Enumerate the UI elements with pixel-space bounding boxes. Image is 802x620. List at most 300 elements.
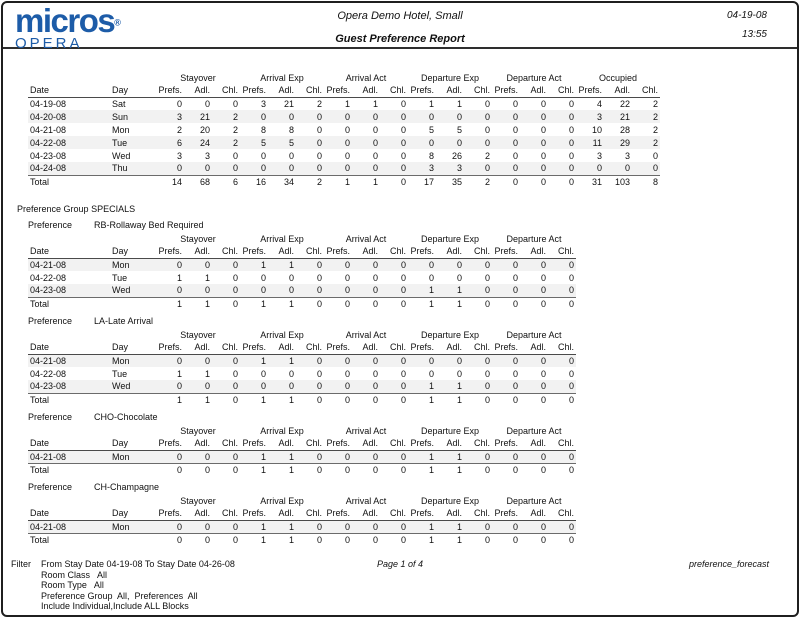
total-value-cell: 0	[352, 393, 380, 406]
sub-column-header: Adl.	[184, 507, 212, 520]
value-cell: 1	[456, 98, 462, 109]
sub-column-header: Prefs.	[492, 84, 520, 97]
column-group-label: Arrival Act	[345, 329, 387, 340]
total-value-cell: 0	[548, 533, 576, 546]
column-group-label: Departure Exp	[420, 329, 480, 340]
value-cell: 0	[212, 520, 240, 533]
column-group-label: Arrival Exp	[260, 329, 304, 340]
day-cell: Mon	[110, 354, 156, 367]
total-value-cell: 0	[296, 533, 324, 546]
total-value-cell: 0	[492, 175, 520, 188]
sub-column-header: Chl.	[464, 341, 492, 354]
total-value-cell: 0	[464, 297, 492, 310]
page-number: Page 1 of 4	[376, 559, 424, 569]
total-value-cell: 0	[324, 393, 352, 406]
group-header-row	[28, 71, 660, 84]
sub-column-header: Chl.	[464, 84, 492, 97]
preference-section	[17, 316, 797, 406]
value-cell: 0	[260, 368, 266, 379]
value-cell: 0	[464, 162, 492, 175]
value-cell: 11	[576, 136, 604, 149]
column-group-label: Departure Exp	[420, 425, 480, 436]
sub-column-header: Adl.	[520, 84, 548, 97]
preference-header	[28, 220, 797, 230]
value-cell: 0	[156, 520, 184, 533]
date-cell: 04-21-08	[30, 124, 67, 135]
value-cell: 1	[176, 272, 182, 283]
preference-name: LA-Late Arrival	[94, 316, 154, 326]
value-cell: 5	[456, 124, 462, 135]
value-cell: 0	[464, 136, 492, 149]
sub-column-header: Chl.	[380, 245, 408, 258]
preference-table	[28, 232, 576, 310]
sub-column-header: Chl.	[380, 507, 408, 520]
preference-table	[28, 424, 576, 476]
value-cell: 0	[344, 272, 350, 283]
total-value-cell: 0	[380, 297, 408, 310]
value-cell: 0	[324, 284, 352, 297]
value-cell: 0	[352, 380, 380, 393]
registered-mark-icon: ®	[114, 17, 121, 28]
total-value-cell: 1	[408, 297, 436, 310]
total-value-cell: 2	[464, 175, 492, 188]
value-cell: 0	[316, 368, 322, 379]
value-cell: 1	[268, 450, 296, 463]
sub-column-header: Prefs.	[324, 341, 352, 354]
value-cell: 2	[652, 98, 658, 109]
total-value-cell: 0	[548, 297, 576, 310]
table-row	[28, 162, 660, 175]
total-label: Total	[28, 533, 110, 546]
sub-column-header: Chl.	[548, 341, 576, 354]
sub-column-header: Chl.	[548, 84, 576, 97]
spacer	[28, 494, 110, 507]
preference-section	[17, 220, 797, 310]
value-cell: 0	[184, 284, 212, 297]
value-cell: 0	[428, 368, 434, 379]
total-value-cell: 1	[436, 533, 464, 546]
date-column-header: Date	[28, 507, 110, 520]
total-value-cell: 0	[548, 393, 576, 406]
filter-label: Filter	[11, 559, 31, 569]
group-header-row	[28, 424, 576, 437]
column-group-label: Arrival Exp	[260, 495, 304, 506]
value-cell: 8	[260, 124, 266, 135]
column-group-label: Departure Act	[506, 233, 562, 244]
total-value-cell: 1	[436, 463, 464, 476]
day-column-header: Day	[110, 507, 156, 520]
date-cell: 04-19-08	[30, 98, 67, 109]
sub-column-header: Chl.	[464, 437, 492, 450]
value-cell: 0	[436, 354, 464, 367]
value-cell: 0	[492, 520, 520, 533]
total-value-cell: 0	[156, 463, 184, 476]
micros-opera-logo	[15, 4, 121, 51]
filter-line: From Stay Date 04-19-08 To Stay Date 04-26-08	[41, 559, 235, 569]
table-row	[28, 149, 660, 162]
total-value-cell: 68	[184, 175, 212, 188]
total-value-cell: 0	[324, 533, 352, 546]
spacer	[110, 71, 156, 84]
value-cell: 3	[596, 150, 602, 161]
value-cell: 0	[436, 110, 464, 123]
report-title: Guest Preference Report	[335, 33, 465, 45]
total-value-cell: 0	[212, 533, 240, 546]
value-cell: 0	[324, 520, 352, 533]
sub-column-header: Chl.	[464, 507, 492, 520]
value-cell: 0	[464, 520, 492, 533]
value-cell: 0	[184, 354, 212, 367]
value-cell: 0	[212, 380, 240, 393]
value-cell: 0	[268, 162, 296, 175]
total-value-cell: 0	[380, 463, 408, 476]
value-cell: 1	[344, 98, 350, 109]
sub-column-header: Prefs.	[240, 341, 268, 354]
total-value-cell: 1	[268, 297, 296, 310]
filter-lines	[41, 559, 235, 612]
value-cell: 0	[156, 162, 184, 175]
value-cell: 0	[652, 150, 658, 161]
report-header	[3, 2, 797, 52]
total-value-cell: 0	[548, 463, 576, 476]
date-column-header: Date	[28, 84, 110, 97]
value-cell: 2	[316, 98, 322, 109]
value-cell: 1	[240, 354, 268, 367]
sub-column-header: Chl.	[212, 507, 240, 520]
value-cell: 0	[400, 272, 406, 283]
spacer	[110, 328, 156, 341]
column-group-label: Departure Act	[506, 72, 562, 83]
value-cell: 0	[436, 136, 464, 149]
total-value-cell: 1	[156, 393, 184, 406]
total-row	[28, 175, 660, 188]
preference-name: CHO-Chocolate	[94, 412, 158, 422]
preference-group-label: Preference Group	[17, 204, 89, 214]
value-cell: 0	[548, 284, 576, 297]
value-cell: 1	[436, 450, 464, 463]
value-cell: 0	[464, 284, 492, 297]
date-cell: 04-21-08	[28, 258, 110, 271]
value-cell: 1	[268, 520, 296, 533]
table-row	[28, 354, 576, 367]
total-value-cell: 0	[156, 533, 184, 546]
sub-column-header: Adl.	[436, 507, 464, 520]
value-cell: 0	[492, 136, 520, 149]
day-cell: Mon	[110, 520, 156, 533]
total-value-cell: 0	[492, 533, 520, 546]
value-cell: 0	[464, 450, 492, 463]
value-cell: 1	[408, 380, 436, 393]
value-cell: 0	[212, 450, 240, 463]
date-cell: 04-23-08	[28, 284, 110, 297]
day-cell: Tue	[112, 368, 128, 379]
total-value-cell: 1	[240, 533, 268, 546]
value-cell: 0	[240, 110, 268, 123]
value-cell: 0	[260, 150, 266, 161]
day-column-header: Day	[110, 437, 156, 450]
column-group-label: Arrival Act	[345, 233, 387, 244]
total-row	[28, 463, 576, 476]
value-cell: 0	[156, 380, 184, 393]
date-cell: 04-20-08	[28, 110, 110, 123]
sub-column-header: Adl.	[352, 245, 380, 258]
value-cell: 0	[380, 110, 408, 123]
sub-column-header: Chl.	[212, 245, 240, 258]
total-value-cell: 6	[212, 175, 240, 188]
value-cell: 0	[568, 272, 574, 283]
value-cell: 0	[296, 258, 324, 271]
value-cell: 0	[548, 450, 576, 463]
spacer	[110, 533, 156, 546]
value-cell: 0	[400, 368, 406, 379]
value-cell: 3	[156, 110, 184, 123]
logo-brand-text	[15, 4, 121, 37]
preference-name: RB-Rollaway Bed Required	[94, 220, 204, 230]
sub-column-header: Chl.	[380, 341, 408, 354]
total-value-cell: 103	[604, 175, 632, 188]
value-cell: 0	[296, 284, 324, 297]
value-cell: 0	[408, 354, 436, 367]
sub-column-header: Prefs.	[492, 245, 520, 258]
sub-column-header: Adl.	[436, 341, 464, 354]
date-cell: 04-24-08	[28, 162, 110, 175]
value-cell: 0	[184, 380, 212, 393]
total-value-cell: 1	[268, 393, 296, 406]
value-cell: 0	[156, 450, 184, 463]
value-cell: 0	[240, 284, 268, 297]
total-row	[28, 393, 576, 406]
preference-header	[28, 316, 797, 326]
sub-column-header: Prefs.	[408, 507, 436, 520]
value-cell: 0	[548, 258, 576, 271]
total-value-cell: 0	[324, 297, 352, 310]
total-value-cell: 1	[240, 393, 268, 406]
value-cell: 0	[288, 272, 294, 283]
spacer	[28, 424, 110, 437]
value-cell: 0	[212, 258, 240, 271]
value-cell: 2	[632, 110, 660, 123]
column-header-row	[28, 245, 576, 258]
group-header-row	[28, 328, 576, 341]
value-cell: 0	[548, 110, 576, 123]
value-cell: 29	[604, 136, 632, 149]
value-cell: 0	[484, 368, 490, 379]
hotel-name: Opera Demo Hotel, Small	[337, 10, 463, 22]
value-cell: 0	[548, 136, 576, 149]
value-cell: 0	[568, 368, 574, 379]
value-cell: 0	[492, 258, 520, 271]
value-cell: 3	[176, 150, 182, 161]
preference-header	[28, 412, 797, 422]
value-cell: 0	[344, 124, 350, 135]
value-cell: 1	[204, 272, 210, 283]
preference-label: Preference	[28, 316, 73, 326]
day-column-header: Day	[110, 341, 156, 354]
sub-column-header: Chl.	[296, 84, 324, 97]
value-cell: 0	[400, 150, 406, 161]
value-cell: 0	[380, 258, 408, 271]
column-group-label: Departure Exp	[420, 72, 480, 83]
sub-column-header: Prefs.	[240, 245, 268, 258]
value-cell: 0	[352, 110, 380, 123]
value-cell: 28	[619, 124, 630, 135]
sub-column-header: Prefs.	[240, 507, 268, 520]
sub-column-header: Prefs.	[492, 437, 520, 450]
sub-column-header: Prefs.	[324, 84, 352, 97]
value-cell: 10	[591, 124, 602, 135]
value-cell: 20	[199, 124, 210, 135]
column-group-label: Arrival Act	[345, 425, 387, 436]
day-cell: Mon	[110, 258, 156, 271]
column-header-row	[28, 341, 576, 354]
report-page	[1, 1, 799, 617]
value-cell: 0	[176, 98, 182, 109]
value-cell: 0	[344, 150, 350, 161]
value-cell: 0	[484, 124, 490, 135]
value-cell: 0	[352, 136, 380, 149]
value-cell: 0	[316, 272, 322, 283]
total-value-cell: 0	[492, 393, 520, 406]
sub-column-header: Adl.	[268, 341, 296, 354]
sub-column-header: Chl.	[296, 507, 324, 520]
sub-column-header: Adl.	[520, 245, 548, 258]
sub-column-header: Chl.	[464, 245, 492, 258]
value-cell: 4	[596, 98, 602, 109]
value-cell: 0	[520, 520, 548, 533]
table-row	[28, 136, 660, 149]
value-cell: 0	[380, 284, 408, 297]
total-value-cell: 0	[464, 533, 492, 546]
total-value-cell: 1	[184, 297, 212, 310]
preference-sections	[17, 220, 797, 546]
total-value-cell: 0	[464, 463, 492, 476]
value-cell: 21	[184, 110, 212, 123]
value-cell: 0	[464, 380, 492, 393]
value-cell: 0	[548, 380, 576, 393]
value-cell: 0	[408, 136, 436, 149]
sub-column-header: Chl.	[212, 341, 240, 354]
value-cell: 0	[372, 272, 378, 283]
total-value-cell: 0	[520, 533, 548, 546]
value-cell: 24	[184, 136, 212, 149]
value-cell: 0	[184, 258, 212, 271]
preference-table-mount	[28, 232, 797, 310]
group-header-row	[28, 494, 576, 507]
value-cell: 0	[492, 380, 520, 393]
total-value-cell: 1	[240, 463, 268, 476]
value-cell: 0	[512, 150, 518, 161]
value-cell: 0	[352, 520, 380, 533]
sub-column-header: Prefs.	[156, 84, 184, 97]
total-value-cell: 0	[380, 175, 408, 188]
value-cell: 22	[619, 98, 630, 109]
sub-column-header: Adl.	[520, 437, 548, 450]
value-cell: 0	[296, 136, 324, 149]
value-cell: 0	[260, 272, 266, 283]
preference-section	[17, 412, 797, 476]
total-value-cell: 1	[436, 297, 464, 310]
preference-table-mount	[28, 494, 797, 546]
total-value-cell: 0	[464, 393, 492, 406]
value-cell: 0	[184, 450, 212, 463]
total-value-cell: 34	[268, 175, 296, 188]
total-value-cell: 31	[576, 175, 604, 188]
value-cell: 0	[380, 162, 408, 175]
value-cell: 0	[324, 258, 352, 271]
value-cell: 1	[240, 258, 268, 271]
column-group-label: Stayover	[180, 495, 216, 506]
value-cell: 3	[204, 150, 210, 161]
main-forecast-table	[28, 71, 660, 188]
day-cell: Mon	[112, 124, 130, 135]
value-cell: 0	[540, 272, 546, 283]
value-cell: 0	[316, 150, 322, 161]
sub-column-header: Adl.	[268, 437, 296, 450]
column-group-label: Arrival Exp	[260, 425, 304, 436]
value-cell: 0	[184, 520, 212, 533]
total-value-cell: 1	[240, 297, 268, 310]
total-value-cell: 1	[352, 175, 380, 188]
preference-group-heading	[17, 204, 797, 214]
sub-column-header: Adl.	[268, 84, 296, 97]
total-value-cell: 0	[548, 175, 576, 188]
value-cell: 0	[408, 110, 436, 123]
preference-header	[28, 482, 797, 492]
value-cell: 0	[568, 124, 574, 135]
value-cell: 0	[288, 368, 294, 379]
day-column-header: Day	[110, 84, 156, 97]
sub-column-header: Prefs.	[408, 437, 436, 450]
total-value-cell: 1	[324, 175, 352, 188]
value-cell: 0	[352, 450, 380, 463]
date-column-header: Date	[28, 341, 110, 354]
sub-column-header: Adl.	[184, 245, 212, 258]
preference-table-mount	[28, 328, 797, 406]
column-header-row	[28, 507, 576, 520]
value-cell: 0	[232, 150, 238, 161]
date-cell: 04-22-08	[28, 136, 110, 149]
total-value-cell: 0	[492, 297, 520, 310]
total-row	[28, 533, 576, 546]
total-value-cell: 0	[324, 463, 352, 476]
value-cell: 0	[512, 368, 518, 379]
value-cell: 0	[268, 110, 296, 123]
sub-column-header: Adl.	[184, 84, 212, 97]
value-cell: 0	[324, 380, 352, 393]
preference-label: Preference	[28, 412, 73, 422]
value-cell: 0	[316, 124, 322, 135]
total-value-cell: 0	[520, 175, 548, 188]
value-cell: 2	[232, 124, 238, 135]
report-body	[3, 49, 797, 546]
value-cell: 0	[380, 136, 408, 149]
value-cell: 0	[232, 272, 238, 283]
value-cell: 0	[548, 354, 576, 367]
value-cell: 0	[296, 380, 324, 393]
total-value-cell: 0	[352, 463, 380, 476]
sub-column-header: Adl.	[352, 437, 380, 450]
value-cell: 1	[436, 520, 464, 533]
sub-column-header: Adl.	[604, 84, 632, 97]
value-cell: 21	[283, 98, 294, 109]
sub-column-header: Prefs.	[408, 84, 436, 97]
value-cell: 0	[540, 150, 546, 161]
sub-column-header: Chl.	[296, 341, 324, 354]
value-cell: 0	[296, 162, 324, 175]
date-cell: 04-22-08	[30, 272, 67, 283]
value-cell: 0	[296, 354, 324, 367]
value-cell: 0	[204, 98, 210, 109]
